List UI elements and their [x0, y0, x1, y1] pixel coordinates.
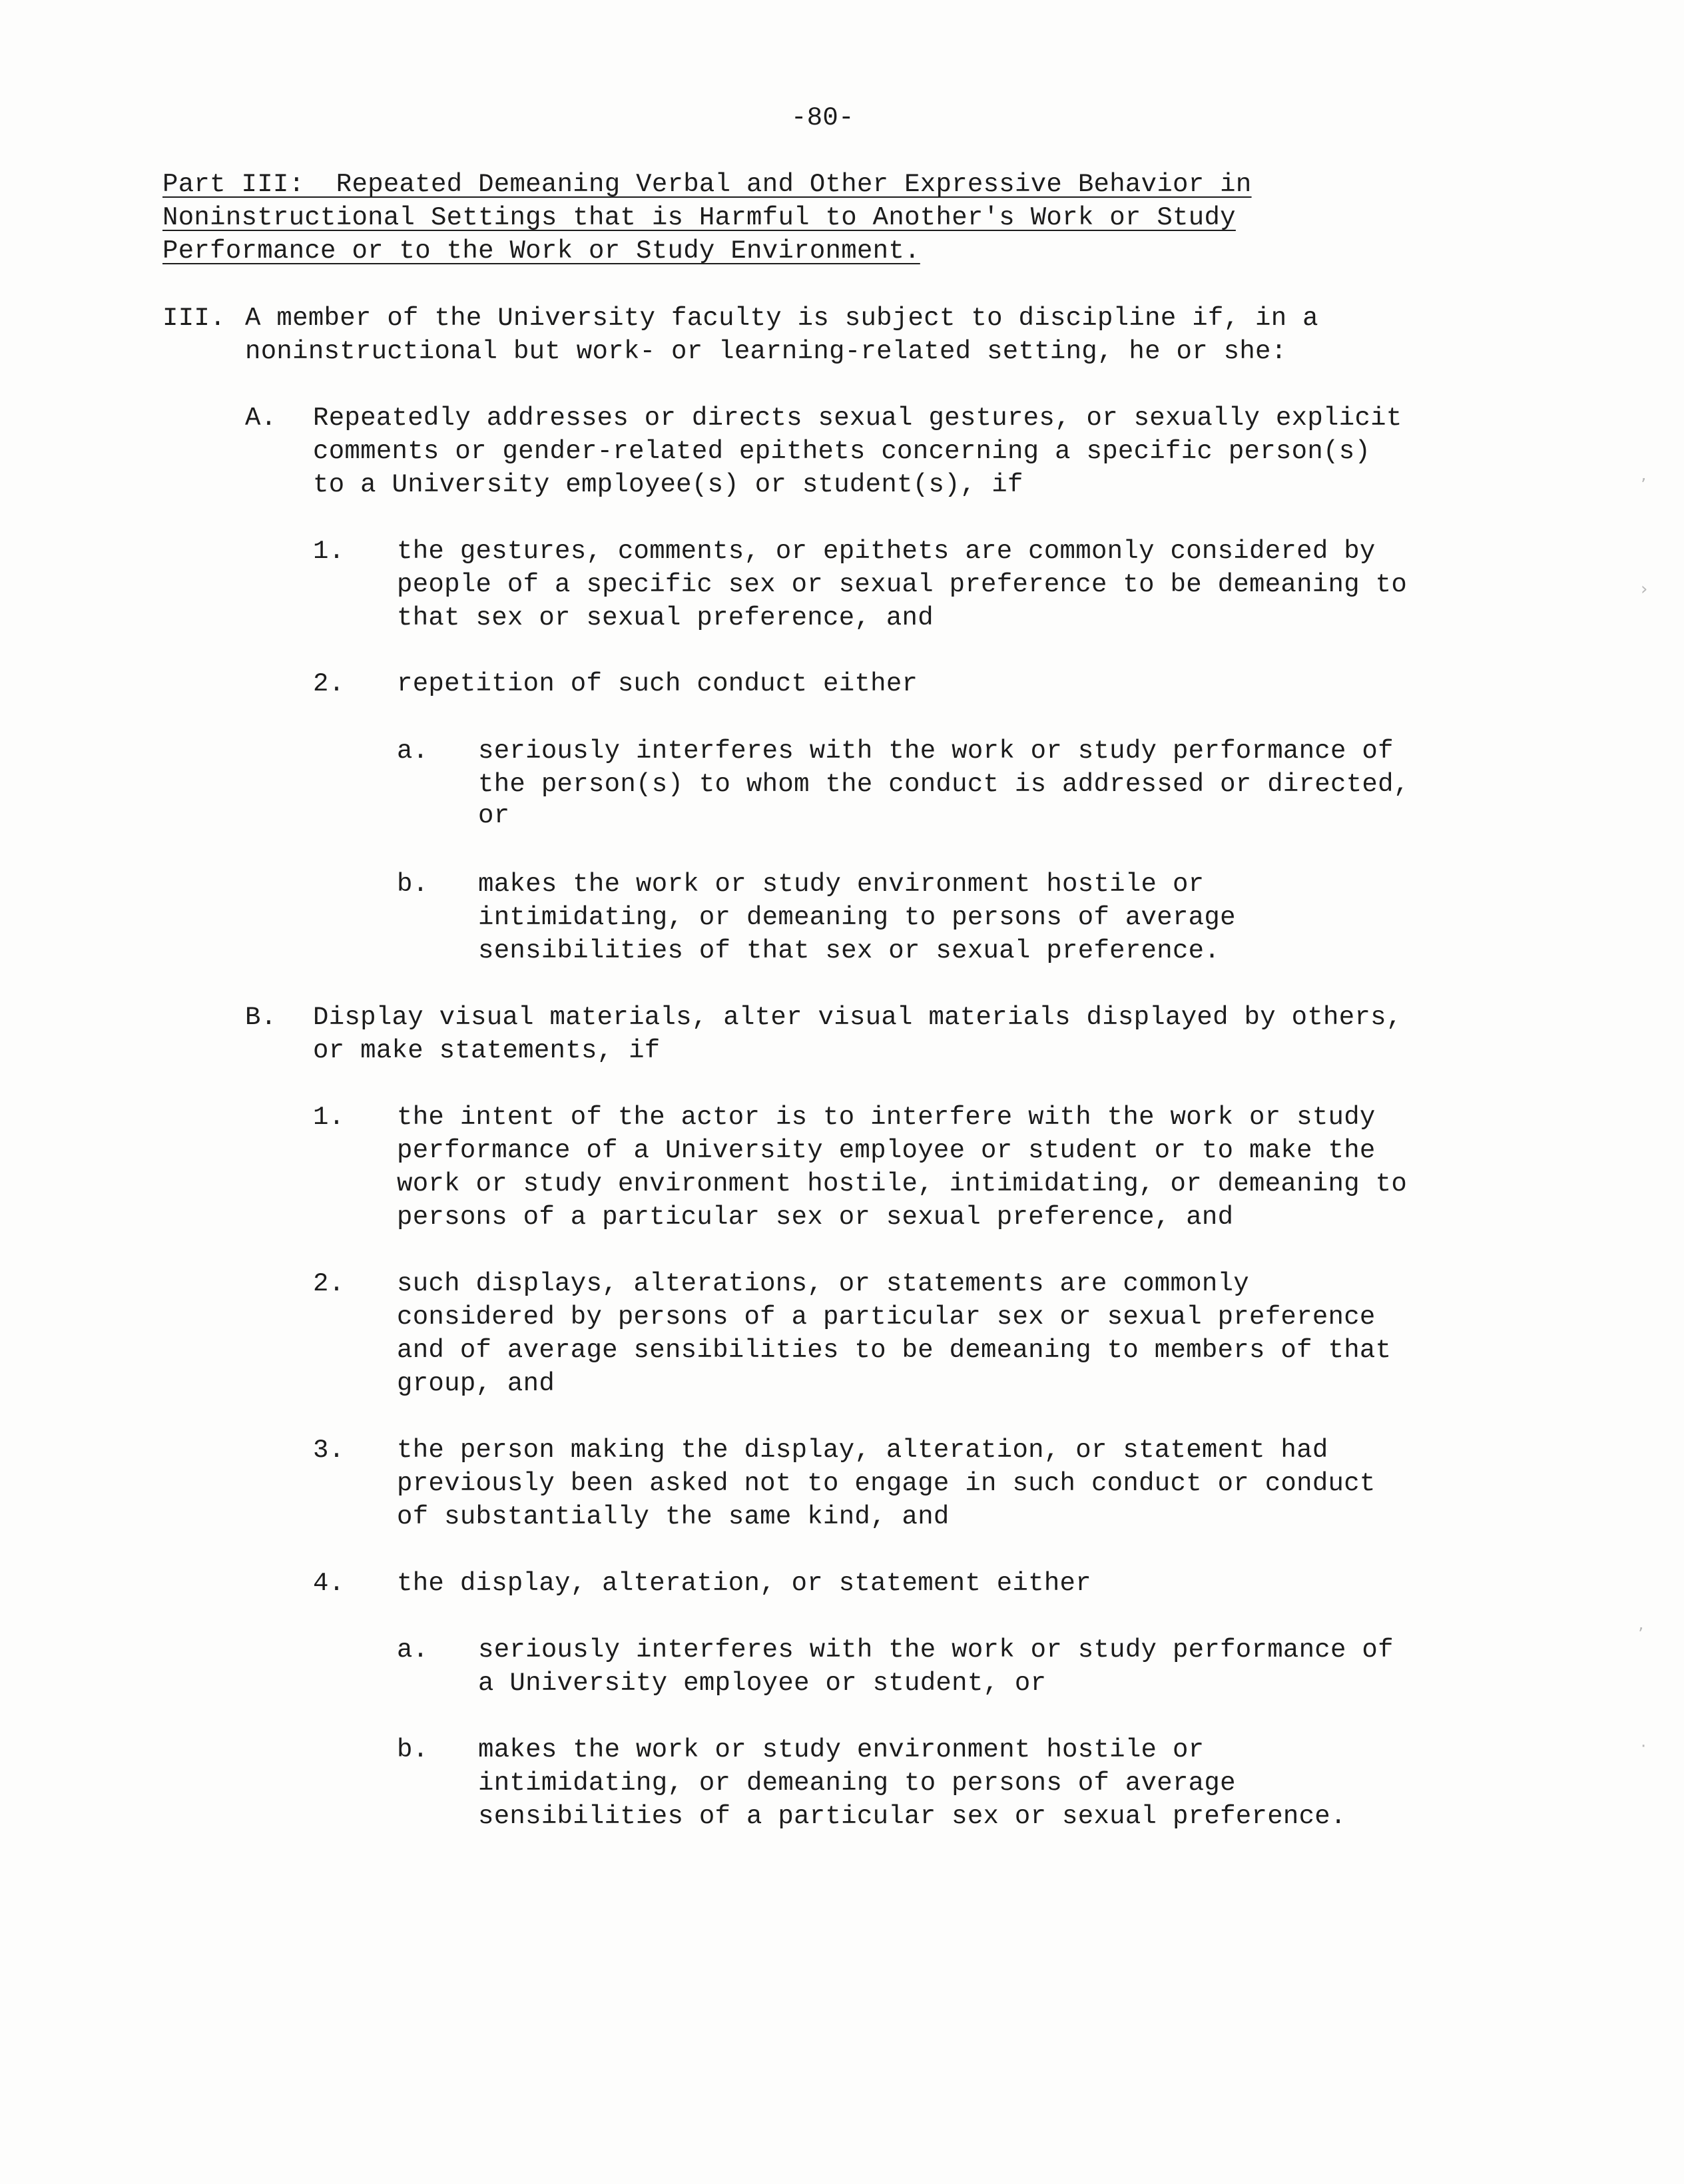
item-b-line: or make statements, if: [313, 1036, 661, 1065]
heading-line-2: Noninstructional Settings that is Harmful to Another's Work or Study: [162, 203, 1236, 232]
section-iii-line-2: noninstructional but work- or learning-related setting, he or she:: [245, 337, 1287, 366]
item-a1-line: people of a specific sex or sexual preference to be demeaning to: [397, 570, 1408, 599]
item-a2a-line: or: [478, 801, 510, 830]
item-b3-line: of substantially the same kind, and: [397, 1502, 950, 1531]
item-b2-line: such displays, alterations, or statements are commonly: [397, 1269, 1250, 1298]
item-b1-line: work or study environment hostile, intimidating, or demeaning to: [397, 1169, 1408, 1199]
item-a1-line: that sex or sexual preference, and: [397, 603, 934, 633]
item-a2b-line: makes the work or study environment hostile or: [478, 870, 1205, 899]
heading-line-3: Performance or to the Work or Study Environment.: [162, 236, 920, 266]
item-b1-line: the intent of the actor is to interfere with the work or study: [397, 1103, 1376, 1132]
item-b2-line: considered by persons of a particular sex or sexual preference: [397, 1302, 1376, 1332]
item-b4b-line: intimidating, or demeaning to persons of average: [478, 1769, 1236, 1798]
item-b1-label: 1.: [313, 1103, 345, 1132]
item-b4a-label: a.: [397, 1635, 429, 1665]
section-iii-label: III.: [162, 304, 226, 333]
margin-speck: ’: [1638, 1625, 1644, 1645]
item-b4b-line: makes the work or study environment hostile or: [478, 1735, 1205, 1765]
margin-speck: ·: [1641, 1737, 1647, 1757]
item-b3-label: 3.: [313, 1436, 345, 1465]
item-b1-line: performance of a University employee or student or to make the: [397, 1136, 1376, 1165]
item-b3-line: previously been asked not to engage in such conduct or conduct: [397, 1469, 1376, 1498]
item-a2b-line: intimidating, or demeaning to persons of average: [478, 903, 1236, 932]
item-a-label: A.: [245, 404, 277, 433]
item-b2-line: and of average sensibilities to be demeaning to members of that: [397, 1336, 1392, 1365]
item-a1-label: 1.: [313, 537, 345, 566]
item-a-line: comments or gender-related epithets concerning a specific person(s): [313, 437, 1371, 466]
item-b3-line: the person making the display, alteration, or statement had: [397, 1436, 1328, 1465]
item-b4a-line: seriously interferes with the work or study performance of: [478, 1635, 1394, 1665]
item-b-line: Display visual materials, alter visual materials displayed by others,: [313, 1003, 1402, 1032]
heading-line-1: Part III: Repeated Demeaning Verbal and Other Expressive Behavior in: [162, 170, 1252, 199]
item-a2a-line: the person(s) to whom the conduct is addressed or directed,: [478, 770, 1410, 799]
item-b-label: B.: [245, 1003, 277, 1032]
item-b4a-line: a University employee or student, or: [478, 1669, 1047, 1698]
page-number: -80-: [791, 103, 854, 133]
item-b2-label: 2.: [313, 1269, 345, 1298]
item-a2-line: repetition of such conduct either: [397, 669, 918, 698]
item-b1-line: persons of a particular sex or sexual preference, and: [397, 1203, 1234, 1232]
item-b2-line: group, and: [397, 1369, 555, 1398]
item-a2-label: 2.: [313, 669, 345, 698]
item-b4-line: the display, alteration, or statement either: [397, 1569, 1091, 1598]
section-iii-line-1: A member of the University faculty is subject to discipline if, in a: [245, 304, 1318, 333]
margin-speck: ›: [1641, 579, 1648, 599]
item-b4-label: 4.: [313, 1569, 345, 1598]
item-a-line: Repeatedly addresses or directs sexual gestures, or sexually explicit: [313, 404, 1402, 433]
item-a2b-label: b.: [397, 870, 429, 899]
item-a2b-line: sensibilities of that sex or sexual preference.: [478, 936, 1221, 965]
item-a2a-label: a.: [397, 736, 429, 766]
margin-speck: ’: [1641, 475, 1647, 495]
item-a-line: to a University employee(s) or student(s), if: [313, 470, 1023, 499]
item-a2a-line: seriously interferes with the work or study performance of: [478, 736, 1394, 766]
item-b4b-line: sensibilities of a particular sex or sexual preference.: [478, 1802, 1346, 1831]
item-a1-line: the gestures, comments, or epithets are commonly considered by: [397, 537, 1376, 566]
item-b4b-label: b.: [397, 1735, 429, 1765]
